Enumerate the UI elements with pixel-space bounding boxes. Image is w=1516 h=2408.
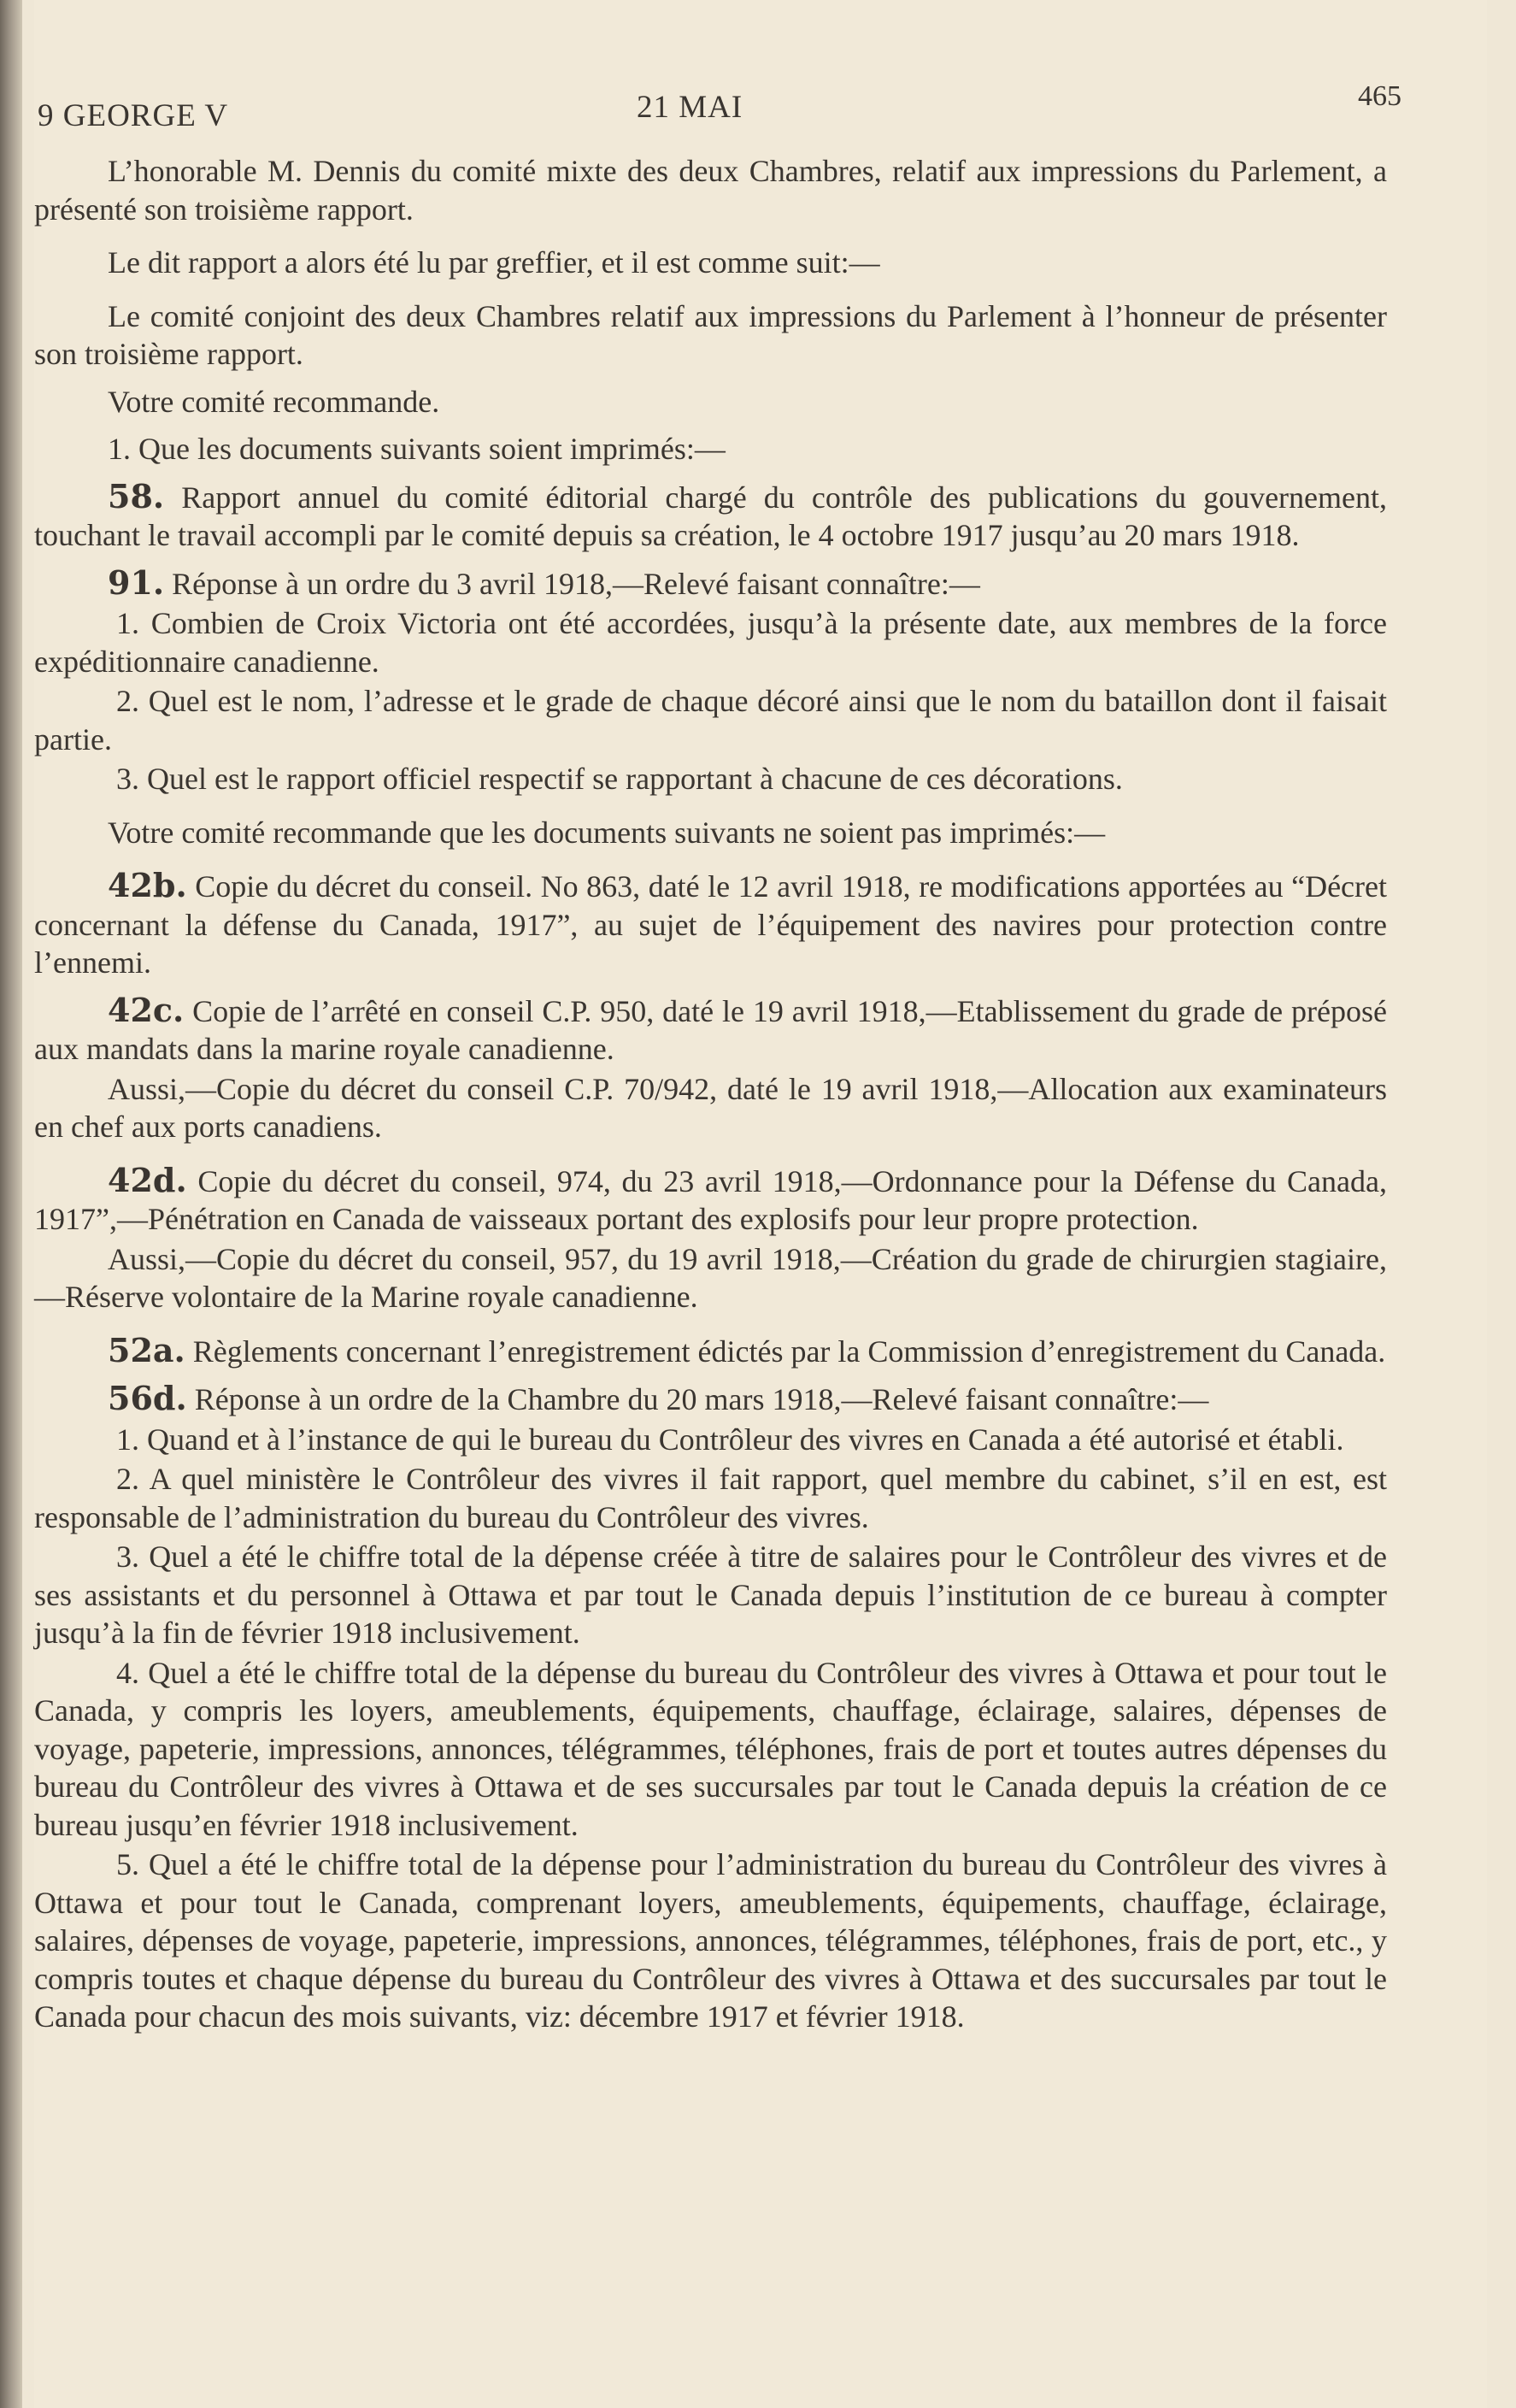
item-number: 58. bbox=[108, 476, 165, 515]
item-91 bbox=[34, 564, 1387, 603]
document-page bbox=[34, 0, 1487, 2408]
item-91-question-3: 3. Quel est le rapport officiel respectif se rapportant à chacune de ces décorations. bbox=[116, 762, 1123, 796]
item-text: Copie de l’arrêté en conseil C.P. 950, daté le 19 avril 1918,—Etablissement du grade de préposé aux mandats dans la marine royale canadienne. bbox=[34, 993, 1387, 1066]
item-56d-question-5: 5. Quel a été le chiffre total de la dépense pour l’administration du bureau du Contrôleur des vivres à Ottawa et pour tout le Canada, comprenant loyers, ameublements, équipements, chauffage, éclairage, salaires, dépenses de voyage, papeterie, impressions, annonces, télégrammes, téléphones, frais de port, etc., y compris toutes et chaque dépense du bureau du Contrôleur des vivres à Ottawa et des succursales par tout le Canada pour chacun des mois suivants, viz: décembre 1917 et février 1918. bbox=[34, 1847, 1387, 2034]
item-42c bbox=[34, 992, 1387, 1069]
item-56d-question-4: 4. Quel a été le chiffre total de la dépense du bureau du Contrôleur des vivres à Ottawa et pour tout le Canada, y compris les loyers, ameublements, équipements, chauffage, éclairage, salaires, dépenses de voyage, papeterie, impressions, annonces, télégrammes, téléphones, frais de port et toutes autres dépenses du bureau du Contrôleur des vivres à Ottawa et de ses succursales par tout le Canada depuis la création de ce bureau jusqu’en février 1918 inclusivement. bbox=[34, 1655, 1387, 1842]
item-text: Copie du décret du conseil, 974, du 23 avril 1918,—Ordonnance pour la Défense du Canada, 1917”,—Pénétration en Canada de vaisseaux portant des explosifs pour leur propre protection. bbox=[34, 1163, 1387, 1236]
item-56d-question-3: 3. Quel a été le chiffre total de la dépense créée à titre de salaires pour le Contrôleur des vivres et de ses assistants et du personnel à Ottawa et par tout le Canada depuis l’institution de ce bureau à compter jusqu’à la fin de février 1918 inclusivement. bbox=[34, 1540, 1387, 1650]
header-date: 21 MAI bbox=[637, 90, 743, 125]
running-header bbox=[34, 80, 1487, 137]
paragraph-committee-honour: Le comité conjoint des deux Chambres relatif aux impressions du Parlement à l’honneur de présenter son troisième rapport. bbox=[34, 298, 1387, 371]
page-number: 465 bbox=[1358, 80, 1401, 112]
page-binding-edge bbox=[0, 0, 22, 2408]
item-number: 52a. bbox=[108, 1330, 185, 1369]
item-number: 42d. bbox=[108, 1160, 187, 1199]
item-91-question-2: 2. Quel est le nom, l’adresse et le grade de chaque décoré ainsi que le nom du bataillon dont il faisait partie. bbox=[34, 684, 1387, 757]
item-number: 42c. bbox=[108, 990, 185, 1029]
item-text: Rapport annuel du comité éditorial chargé du contrôle des publications du gouvernement, touchant le travail accompli par le comité depuis sa création, le 4 octobre 1917 jusqu’au 20 mars 1918. bbox=[34, 480, 1387, 552]
item-91-question-1: 1. Combien de Croix Victoria ont été accordées, jusqu’à la présente date, aux membres de la force expéditionnaire canadienne. bbox=[34, 606, 1387, 679]
item-56d bbox=[34, 1380, 1387, 1419]
item-number: 42b. bbox=[108, 866, 187, 904]
header-reign: 9 GEORGE V bbox=[38, 98, 229, 133]
item-text: Réponse à un ordre de la Chambre du 20 mars 1918,—Relevé faisant connaître:— bbox=[186, 1382, 1209, 1416]
item-number: 56d. bbox=[108, 1379, 187, 1417]
item-52a bbox=[34, 1332, 1387, 1371]
paragraph-committee-recommends: Votre comité recommande. bbox=[108, 384, 440, 419]
page-body bbox=[34, 152, 1387, 2038]
paragraph-printed-docs: 1. Que les documents suivants soient imprimés:— bbox=[108, 432, 726, 466]
item-56d-question-1: 1. Quand et à l’instance de qui le bureau du Contrôleur des vivres en Canada a été autorisé et établi. bbox=[116, 1422, 1344, 1457]
paragraph-not-printed: Votre comité recommande que les documents suivants ne soient pas imprimés:— bbox=[108, 815, 1106, 850]
item-text: Réponse à un ordre du 3 avril 1918,—Relevé faisant connaître:— bbox=[164, 566, 980, 601]
item-56d-question-2: 2. A quel ministère le Contrôleur des vivres il fait rapport, quel membre du cabinet, s’il en est, est responsable de l’administration du bureau du Contrôleur des vivres. bbox=[34, 1462, 1387, 1534]
item-42d bbox=[34, 1162, 1387, 1239]
item-42d-also: Aussi,—Copie du décret du conseil, 957, du 19 avril 1918,—Création du grade de chirurgien stagiaire,—Réserve volontaire de la Marine royale canadienne. bbox=[34, 1241, 1387, 1314]
item-text: Règlements concernant l’enregistrement édictés par la Commission d’enregistrement du Canada. bbox=[185, 1334, 1386, 1369]
item-text: Copie du décret du conseil. No 863, daté le 12 avril 1918, re modifications apportées au “Décret concernant la défense du Canada, 1917”, au sujet de l’équipement des navires pour protection contre l’ennemi. bbox=[34, 869, 1387, 980]
item-number: 91. bbox=[108, 562, 165, 602]
item-58 bbox=[34, 478, 1387, 555]
paragraph-report-read: Le dit rapport a alors été lu par greffier, et il est comme suit:— bbox=[108, 245, 880, 280]
item-42b bbox=[34, 867, 1387, 982]
item-42c-also: Aussi,—Copie du décret du conseil C.P. 70/942, daté le 19 avril 1918,—Allocation aux examinateurs en chef aux ports canadiens. bbox=[34, 1071, 1387, 1144]
paragraph-report-presented: L’honorable M. Dennis du comité mixte des deux Chambres, relatif aux impressions du Parlement, a présenté son troisième rapport. bbox=[34, 154, 1387, 227]
